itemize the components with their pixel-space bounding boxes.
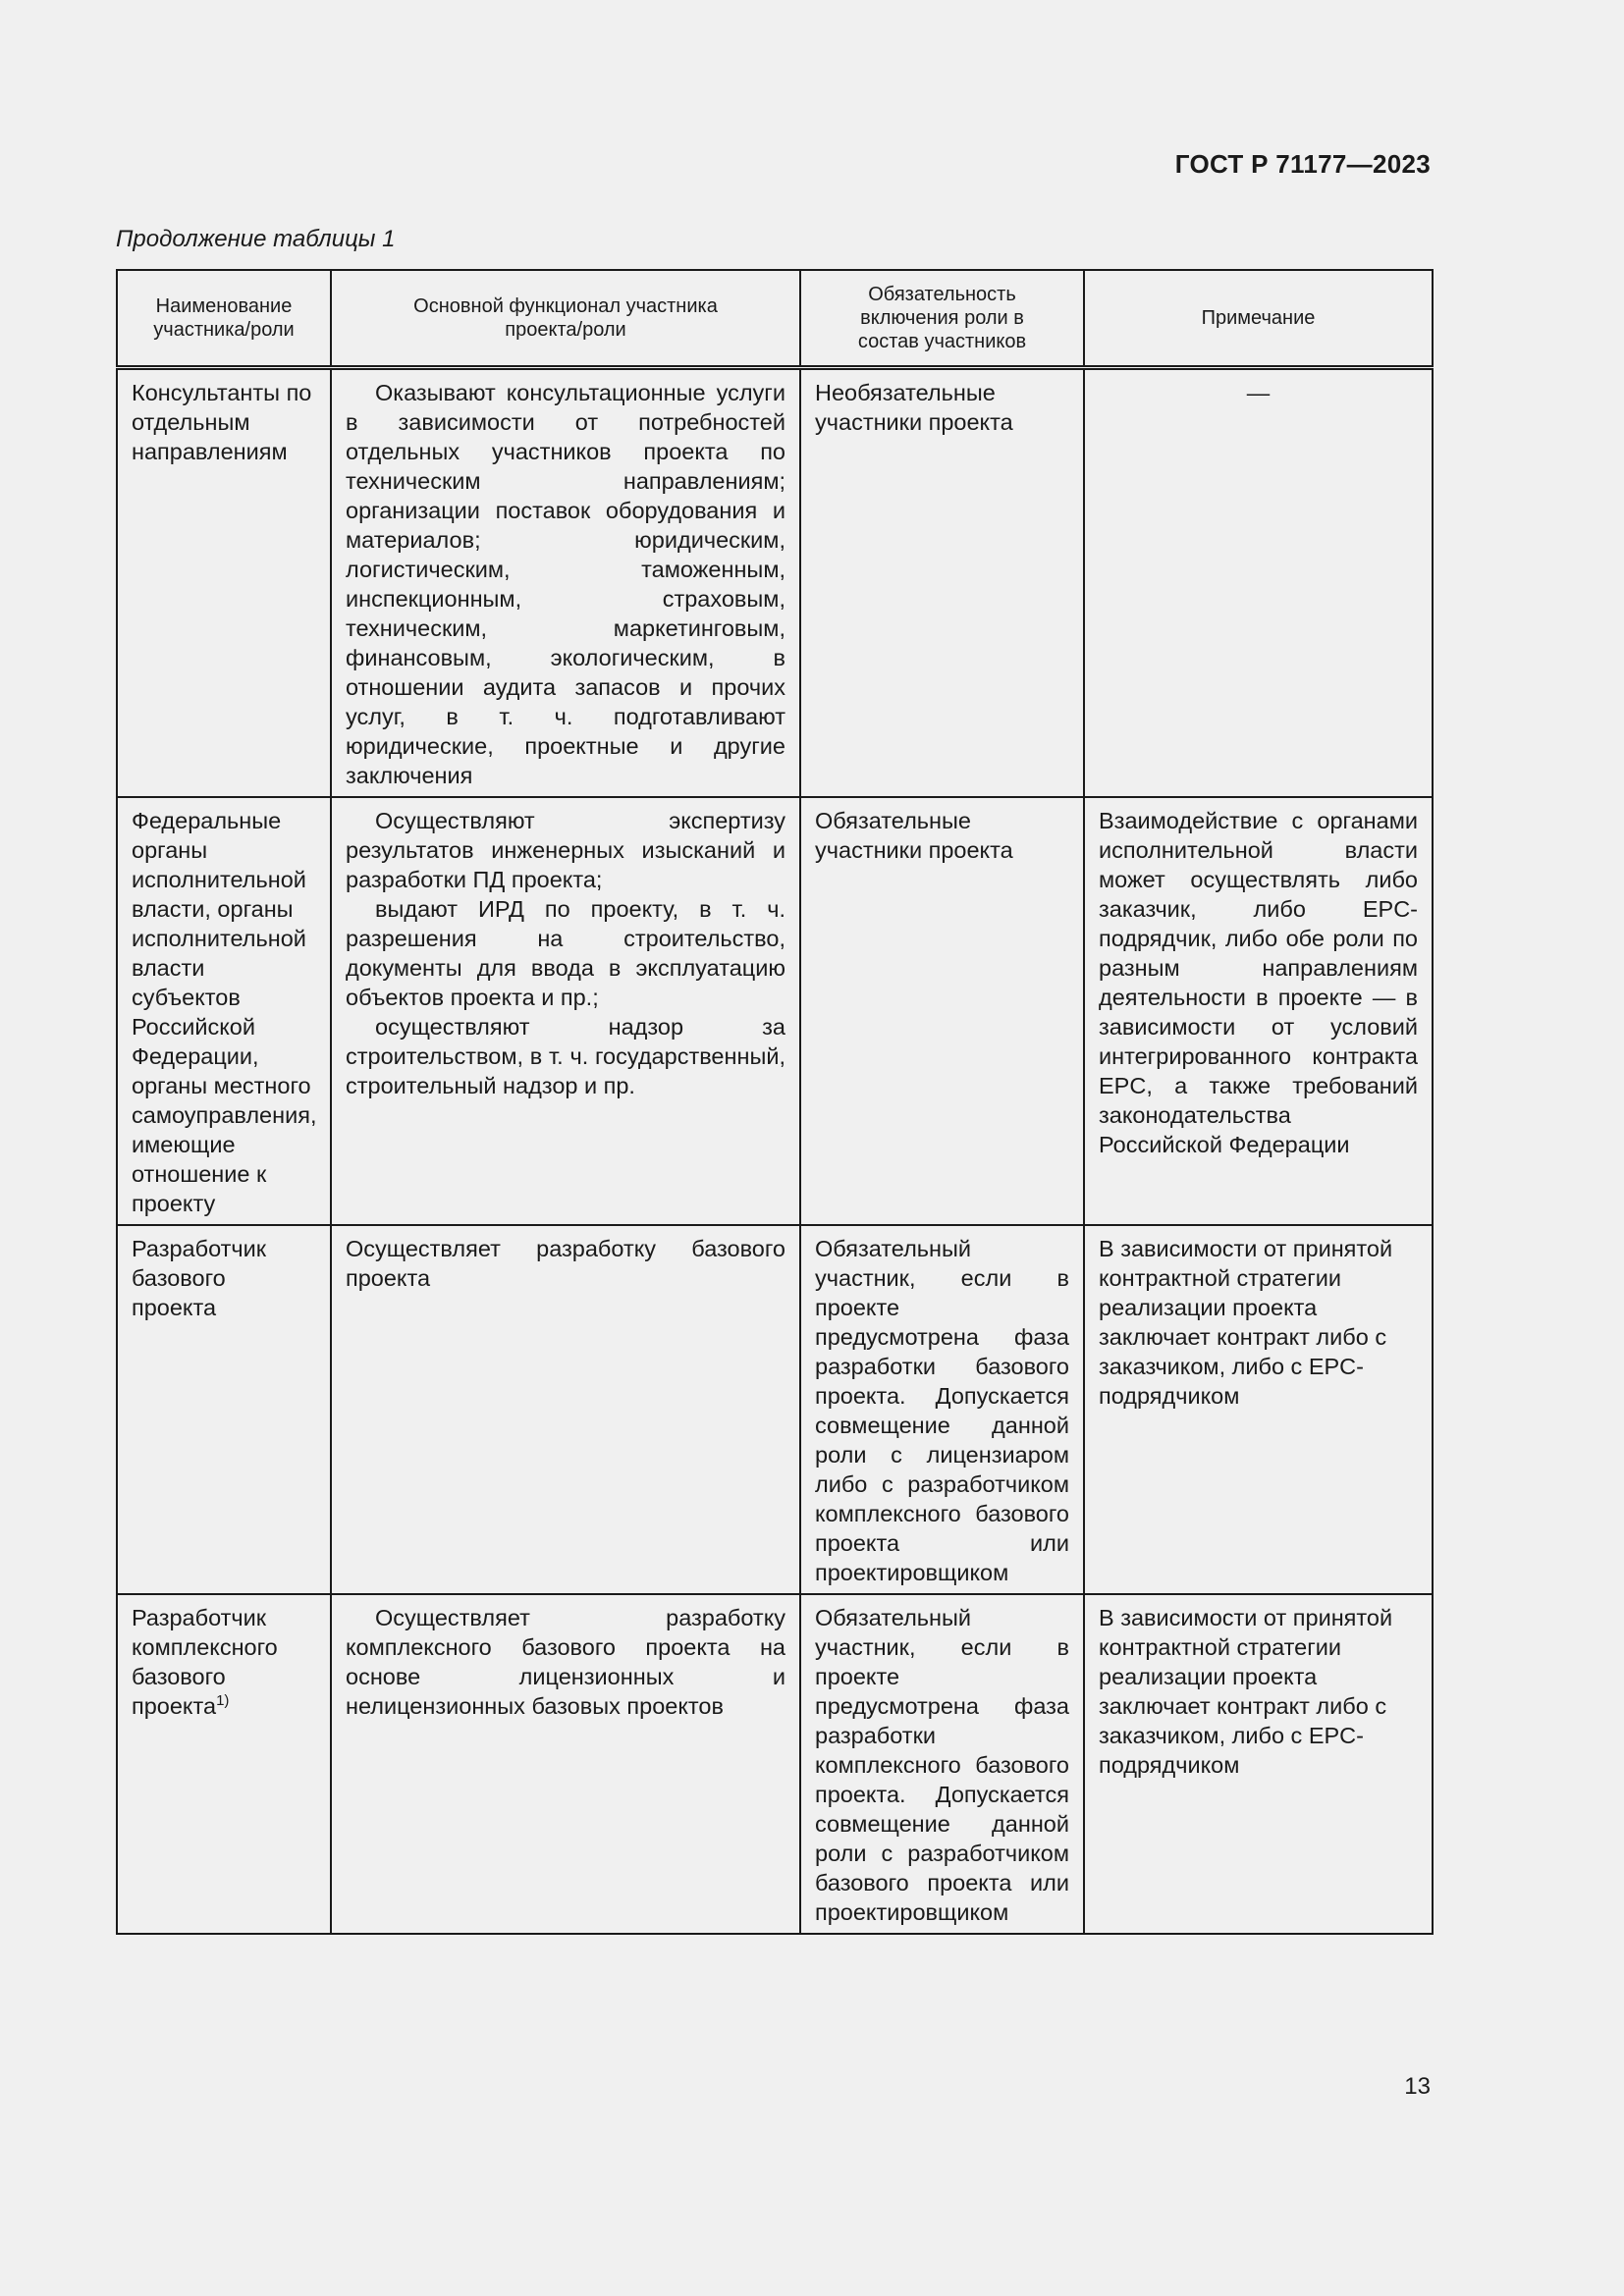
cell-obligation: Обязательные участники проекта — [800, 797, 1084, 1225]
cell-participant-name: Федеральные органы исполнительной власти, органы исполнительной власти субъектов Российской Федерации, органы местного самоуправления, имеющие отношение к проекту — [117, 797, 331, 1225]
table-row — [117, 368, 1433, 798]
cell-note: В зависимости от принятой контрактной стратегии реализации проекта заключает контракт либо с заказчиком, либо с EPC-подрядчиком — [1084, 1225, 1433, 1594]
standard-designation: ГОСТ Р 71177—2023 — [1174, 149, 1431, 179]
cell-note: — — [1084, 368, 1433, 798]
page-number: 13 — [1404, 2073, 1431, 2100]
cell-obligation: Необязательные участники проекта — [800, 368, 1084, 798]
table-row — [117, 1225, 1433, 1594]
cell-participant-name — [117, 1594, 331, 1934]
table-header-row — [117, 270, 1433, 368]
cell-obligation: Обязательный участник, если в проекте предусмотрена фаза разработки комплексного базового проекта. Допускается совмещение данной роли с разработчиком базового проекта или проектировщиком — [800, 1594, 1084, 1934]
cell-note: В зависимости от принятой контрактной стратегии реализации проекта заключает контракт либо с заказчиком, либо с EPC-подрядчиком — [1084, 1594, 1433, 1934]
cell-note: Взаимодействие с органами исполнительной власти может осуществлять либо заказчик, либо EPC-подрядчик, либо обе роли по разным направлениям деятельности в проекте — в зависимости от условий интегрированного контракта EPC, а также требований законодательства Российской Федерации — [1084, 797, 1433, 1225]
cell-obligation: Обязательный участник, если в проекте предусмотрена фаза разработки базового проекта. Допускается совмещение данной роли с лицензиаром либо с разработчиком комплексного базового проекта или проектировщиком — [800, 1225, 1084, 1594]
function-paragraph: осуществляют надзор за строительством, в т. ч. государственный, строительный надзор и пр. — [346, 1014, 785, 1098]
participants-table — [116, 269, 1434, 1935]
function-paragraph: выдают ИРД по проекту, в т. ч. разрешения на строительство, документы для ввода в эксплуатацию объектов проекта и пр.; — [346, 896, 785, 1010]
function-paragraph: Осуществляют экспертизу результатов инженерных изысканий и разработки ПД проекта; — [346, 808, 785, 892]
header-name: Наименование участника/роли — [117, 270, 331, 368]
table-row — [117, 797, 1433, 1225]
header-obligation: Обязательность включения роли в состав участников — [800, 270, 1084, 368]
cell-participant-name: Разработчик базового проекта — [117, 1225, 331, 1594]
cell-function — [331, 797, 800, 1225]
table-caption: Продолжение таблицы 1 — [116, 226, 396, 252]
function-paragraph: Оказывают консультационные услуги в зависимости от потребностей отдельных участников проекта по техническим направлениям; организации поставок оборудования и материалов; юридическим, логистическим, таможенным, инспекционным, страховым, техническим, маркетинговым, финансовым, экологическим, в отношении аудита запасов и прочих услуг, в т. ч. подготавливают юридические, проектные и другие заключения — [346, 380, 785, 788]
cell-function — [331, 1594, 800, 1934]
cell-participant-name: Консультанты по отдельным направлениям — [117, 368, 331, 798]
footnote-marker: 1) — [216, 1692, 230, 1710]
cell-function — [331, 368, 800, 798]
header-note: Примечание — [1084, 270, 1433, 368]
participant-name-text: Разработчик комплексного базового проекта — [132, 1605, 278, 1719]
function-paragraph: Осуществляет разработку комплексного базового проекта на основе лицензионных и нелицензионных базовых проектов — [346, 1605, 785, 1719]
table-row — [117, 1594, 1433, 1934]
header-function: Основной функционал участника проекта/роли — [331, 270, 800, 368]
cell-function: Осуществляет разработку базового проекта — [331, 1225, 800, 1594]
